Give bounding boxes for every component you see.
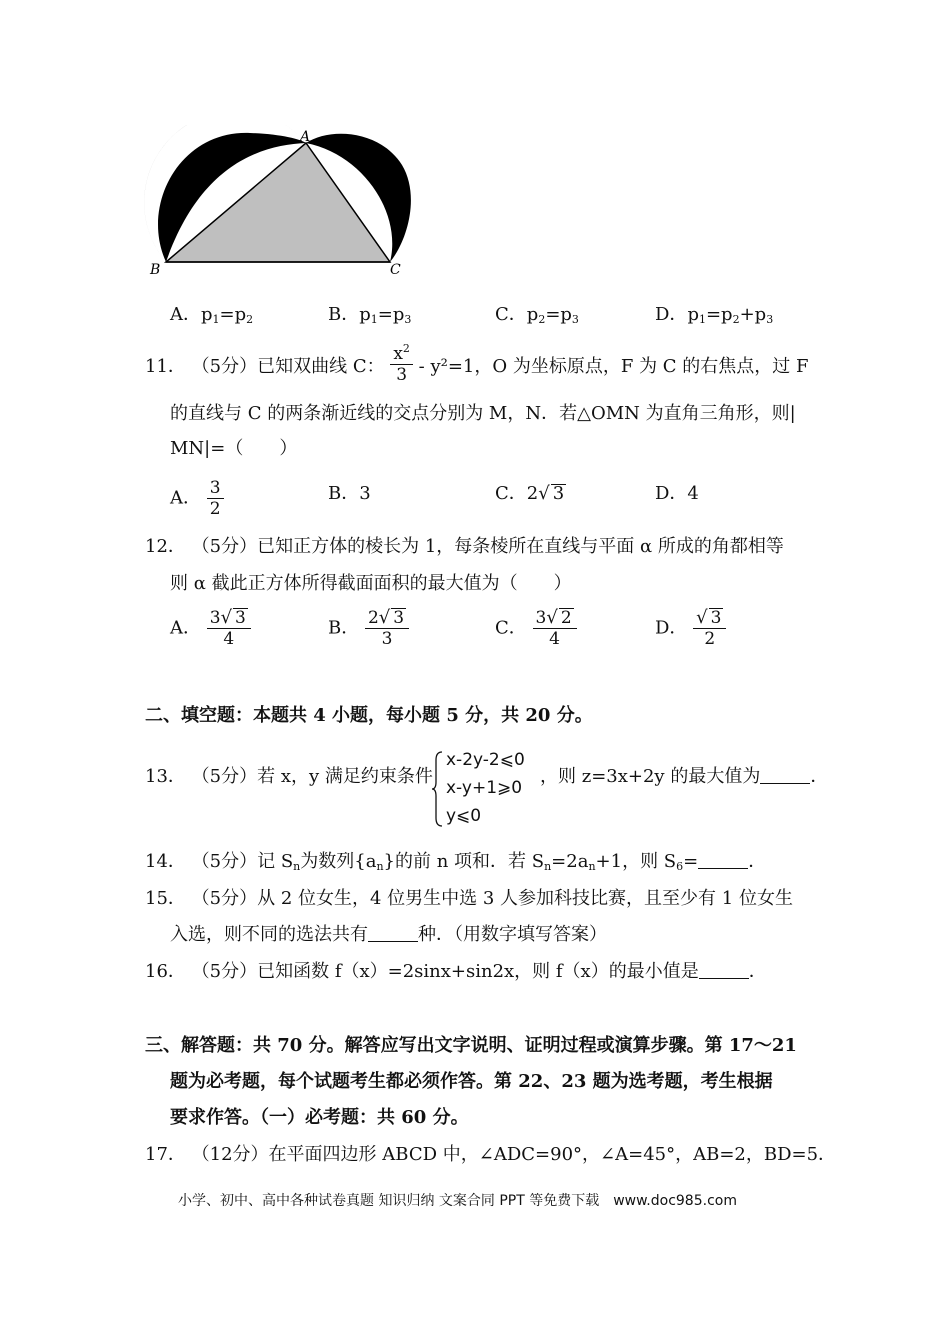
q15-number: 15． [145, 888, 186, 909]
q13-number: 13． [145, 766, 186, 787]
q12-option-d: D． $\frac{√ 3}{2}$ [655, 608, 726, 649]
label-c: C [390, 262, 401, 278]
q16-score: （5分） [191, 961, 258, 982]
q11-number: 11． [145, 356, 186, 377]
q12-score: （5分） [191, 536, 258, 557]
brace-icon [432, 750, 444, 828]
q13-tail: ，则 z=3x+2y 的最大值为 ． [540, 766, 829, 787]
q11-line1: 11． （5分）已知双曲线 C： $\frac{x^2}{3}$ - y²=1，O 为坐标原点，F 为 C 的右焦点，过 F [145, 349, 809, 385]
q14-score: （5分） [191, 851, 258, 872]
section3-line2: 题为必考题，每个试题考生都必须作答。第 22、23 题为选考题，考生根据 [170, 1071, 773, 1092]
q11-option-b: B．3 [328, 483, 371, 504]
q15-score: （5分） [191, 888, 258, 909]
q13-intro: 13． （5分）若 x，y 满足约束条件 [145, 766, 433, 787]
q10-option-a: A．$p_1=p_2$ [170, 304, 254, 326]
q11-option-c: C．2√ 3 [495, 483, 565, 504]
section3-line3: 要求作答。（一）必考题：共 60 分。 [170, 1107, 469, 1128]
q14-answer-blank [698, 850, 748, 869]
q13-constraint-3: y⩽0 [446, 806, 482, 826]
q17-score: （12分） [191, 1144, 269, 1165]
q12-option-c: C． $\frac{3√ 2}{4}$ [495, 608, 577, 649]
q15-line1: 15． （5分）从 2 位女生，4 位男生中选 3 人参加科技比赛，且至少有 1 位女生 [145, 888, 793, 909]
q11-line2: 的直线与 C 的两条渐近线的交点分别为 M，N．若△OMN 为直角三角形，则| [170, 403, 796, 424]
q11-line3: MN|=（ ） [170, 438, 298, 459]
q13-constraint-2: x-y+1⩾0 [446, 778, 523, 798]
q17-line: 17． （12分）在平面四边形 ABCD 中，∠ADC=90°，∠A=45°，AB=2，BD=5． [145, 1144, 837, 1165]
q15-answer-blank [368, 923, 418, 942]
q13-score: （5分） [191, 766, 258, 787]
q14-line: 14． （5分）记 $S_n$为数列$\{a_n\}$的前 n 项和．若 $S_n=2a_n+1$，则 $S_6=$ ． [145, 851, 767, 873]
q11-option-a: A． $\frac{3}{2}$ [170, 478, 224, 519]
label-b: B [150, 262, 161, 278]
label-a: A [300, 129, 311, 145]
q11-option-d: D．4 [655, 483, 699, 504]
geometry-figure [140, 125, 420, 285]
figure-shapes [144, 125, 411, 262]
q17-number: 17． [145, 1144, 186, 1165]
q12-option-a: A． $\frac{3√ 3}{4}$ [170, 608, 251, 649]
q14-number: 14． [145, 851, 186, 872]
q10-option-d: D．$p_1=p_2+p_3$ [655, 304, 774, 326]
q12-line2: 则 α 截此正方体所得截面面积的最大值为（ ） [170, 573, 572, 594]
q16-line: 16． （5分）已知函数 f（x）=2sinx+sin2x，则 f（x）的最小值是 ． [145, 961, 767, 982]
q12-option-b: B． $\frac{2√ 3}{3}$ [328, 608, 409, 649]
q10-option-c: C．$p_2=p_3$ [495, 304, 579, 326]
q12-number: 12． [145, 536, 186, 557]
q11-score: （5分） [191, 356, 258, 377]
q11-fraction: $\frac{x^2}{3}$ [390, 339, 413, 385]
q13-constraint-1: x-2y-2⩽0 [446, 750, 525, 770]
q16-answer-blank [699, 960, 749, 979]
q15-line2: 入选，则不同的选法共有 种．（用数字填写答案） [170, 924, 607, 945]
section3-line1: 三、解答题：共 70 分。解答应写出文字说明、证明过程或演算步骤。第 17～21 [145, 1035, 797, 1056]
q16-number: 16． [145, 961, 186, 982]
q13-answer-blank [760, 765, 810, 784]
page-footer: 小学、初中、高中各种试卷真题 知识归纳 文案合同 PPT 等免费下载 www.doc985.com [178, 1193, 737, 1209]
section2-heading: 二、填空题：本题共 4 小题，每小题 5 分，共 20 分。 [145, 705, 593, 726]
q10-option-b: B．$p_1=p_3$ [328, 304, 412, 326]
q12-line1: 12． （5分）已知正方体的棱长为 1，每条棱所在直线与平面 α 所成的角都相等 [145, 536, 784, 557]
